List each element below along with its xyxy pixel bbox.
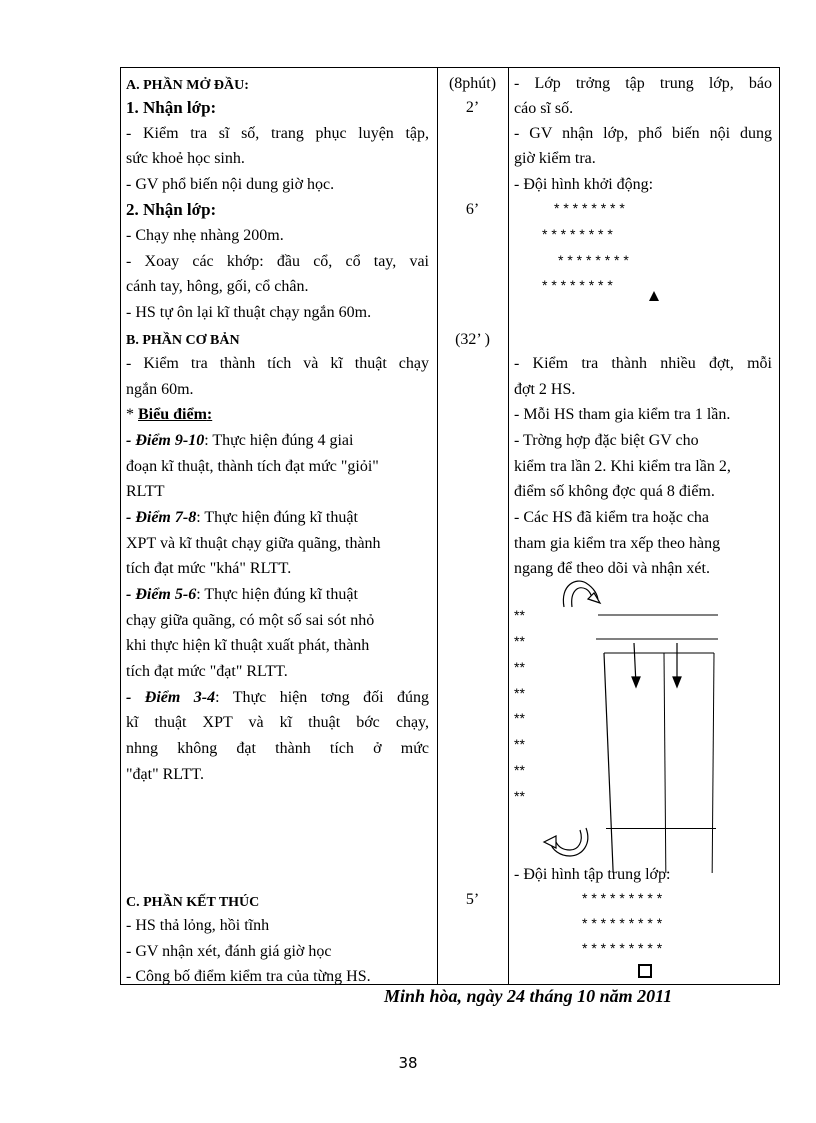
a-sub2-line1: - Chạy nhẹ nhàng 200m. bbox=[126, 227, 284, 244]
b-s1-line3: RLTT bbox=[126, 483, 165, 500]
score-label: - Điểm 9-10 bbox=[126, 432, 205, 449]
column-divider bbox=[508, 68, 509, 984]
b-score-9-10 bbox=[126, 431, 353, 451]
rotate-arrow-top-icon bbox=[563, 581, 600, 607]
c-line2: - GV nhận xét, đánh giá giờ học bbox=[126, 943, 332, 960]
track-student-row: ** bbox=[514, 659, 525, 675]
a-sub1-line1a: - Kiểm tra sĩ số, trang phục luyện tập, bbox=[126, 125, 429, 142]
b-s3-line2: chạy giữa quãng, có một số sai sót nhỏ bbox=[126, 612, 375, 629]
track-bottom-line bbox=[606, 828, 716, 829]
organization-column bbox=[514, 68, 774, 984]
r-b-line4c: ngang để theo dõi và nhận xét. bbox=[514, 560, 710, 577]
gather-row: * * * * * * * * * bbox=[582, 890, 663, 906]
r-a-line3: - Đội hình khởi động: bbox=[514, 176, 654, 193]
gather-row: * * * * * * * * * bbox=[582, 915, 663, 931]
score-text: : Thực hiện tơng đối đúng bbox=[215, 689, 430, 706]
score-label: - Điểm 7-8 bbox=[126, 509, 197, 526]
section-a-title: A. PHẦN MỞ ĐẦU: bbox=[126, 78, 249, 93]
b-s3-line4: tích đạt mức "đạt" RLTT. bbox=[126, 663, 288, 680]
c-line3: - Công bố điểm kiểm tra của từng HS. bbox=[126, 968, 371, 985]
track-student-row: ** bbox=[514, 788, 525, 804]
r-b-line1a: - Kiểm tra thành nhiều đợt, mỗi bbox=[514, 355, 772, 372]
signature-place: Minh hòa bbox=[384, 986, 458, 1006]
warmup-row: * * * * * * * * bbox=[554, 200, 625, 216]
b-score-7-8 bbox=[126, 508, 358, 528]
r-b-line1b: đợt 2 HS. bbox=[514, 381, 576, 398]
b-scoring-prefix: * bbox=[126, 406, 138, 423]
a-sub2-line2a: - Xoay các khớp: đầu cổ, cổ tay, vai bbox=[126, 253, 429, 270]
time-section-a: (8phút) bbox=[448, 75, 497, 92]
b-score-5-6 bbox=[126, 585, 358, 605]
warmup-row: * * * * * * * * bbox=[542, 277, 613, 293]
b-score-3-4 bbox=[126, 688, 429, 708]
score-label: - Điểm 5-6 bbox=[126, 586, 197, 603]
b-s4-line2: kĩ thuật XPT và kĩ thuật bớc chạy, bbox=[126, 714, 429, 731]
b-line1b: ngắn 60m. bbox=[126, 381, 194, 398]
a-sub1-line2: - GV phổ biến nội dung giờ học. bbox=[126, 176, 335, 193]
b-line1a: - Kiểm tra thành tích và kĩ thuật chạy bbox=[126, 355, 429, 372]
a-sub2-title: 2. Nhận lớp: bbox=[126, 200, 217, 219]
a-sub1-line1b: sức khoẻ học sinh. bbox=[126, 150, 245, 167]
r-a-line1a: - Lớp trởng tập trung lớp, báo bbox=[514, 75, 772, 92]
time-section-c: 5’ bbox=[465, 891, 480, 908]
lane-right bbox=[712, 653, 714, 873]
b-s3-line3: khi thực hiện kĩ thuật xuất phát, thành bbox=[126, 637, 370, 654]
track-student-row: ** bbox=[514, 633, 525, 649]
teacher-triangle-icon bbox=[648, 290, 660, 302]
score-text: : Thực hiện đúng 4 giai bbox=[204, 432, 354, 449]
teacher-square-icon bbox=[638, 964, 652, 978]
section-b-title: B. PHẦN CƠ BẢN bbox=[126, 333, 240, 348]
rotate-arrow-bottom-icon bbox=[538, 822, 598, 862]
a-sub2-line3: - HS tự ôn lại kĩ thuật chạy ngắn 60m. bbox=[126, 304, 372, 321]
b-scoring-heading bbox=[126, 405, 212, 425]
score-text: : Thực hiện đúng kĩ thuật bbox=[196, 586, 358, 603]
content-column bbox=[126, 68, 429, 984]
track-student-row: ** bbox=[514, 710, 525, 726]
b-scoring-title: Biểu điểm bbox=[138, 406, 207, 423]
r-b-line4a: - Các HS đã kiểm tra hoặc cha bbox=[514, 509, 710, 526]
b-s2-line2: XPT và kĩ thuật chạy giữa quãng, thành bbox=[126, 535, 381, 552]
track-student-row: ** bbox=[514, 685, 525, 701]
page-number: 38 bbox=[398, 1054, 418, 1072]
b-s4-line3: nhng không đạt thành tích ở mức bbox=[126, 740, 429, 757]
b-s2-line3: tích đạt mức "khá" RLTT. bbox=[126, 560, 292, 577]
time-column bbox=[437, 68, 508, 984]
r-b-line2: - Mỗi HS tham gia kiểm tra 1 lần. bbox=[514, 406, 731, 423]
time-a2: 6’ bbox=[465, 201, 480, 218]
b-scoring-suffix: : bbox=[206, 406, 213, 423]
b-s4-line4: "đạt" RLTT. bbox=[126, 766, 204, 783]
section-c-title: C. PHẦN KẾT THÚC bbox=[126, 895, 260, 910]
signature-date: , ngày 24 tháng 10 năm 2011 bbox=[457, 986, 673, 1006]
c-line1: - HS thả lỏng, hồi tĩnh bbox=[126, 917, 270, 934]
runner-arrow-icon bbox=[632, 643, 640, 687]
track-student-row: ** bbox=[514, 762, 525, 778]
time-a1: 2’ bbox=[465, 99, 480, 116]
warmup-row: * * * * * * * * bbox=[542, 226, 613, 242]
gather-row: * * * * * * * * * bbox=[582, 940, 663, 956]
r-b-line3b: kiểm tra lần 2. Khi kiểm tra lần 2, bbox=[514, 458, 731, 475]
track-student-row: ** bbox=[514, 736, 525, 752]
r-a-line2a: - GV nhận lớp, phổ biến nội dung bbox=[514, 125, 772, 142]
r-a-line1b: cáo sĩ số. bbox=[514, 100, 574, 117]
r-b-line4b: tham gia kiểm tra xếp theo hàng bbox=[514, 535, 721, 552]
runner-arrow-icon bbox=[673, 643, 681, 687]
score-label: - Điểm 3-4 bbox=[126, 689, 216, 706]
score-text: : Thực hiện đúng kĩ thuật bbox=[196, 509, 358, 526]
lane-mid bbox=[664, 653, 666, 873]
time-section-b: (32’ ) bbox=[455, 331, 490, 348]
warmup-row: * * * * * * * * bbox=[558, 252, 629, 268]
b-s1-line2: đoạn kĩ thuật, thành tích đạt mức "giỏi" bbox=[126, 458, 379, 475]
r-c-line1: - Đội hình tập trung lớp: bbox=[514, 866, 671, 883]
a-sub1-title: 1. Nhận lớp: bbox=[126, 98, 217, 117]
lane-left bbox=[604, 653, 614, 873]
a-sub2-line2b: cánh tay, hông, gối, cổ chân. bbox=[126, 278, 309, 295]
track-student-row: ** bbox=[514, 607, 525, 623]
signature-line bbox=[384, 986, 672, 1007]
r-b-line3a: - Trờng hợp đặc biệt GV cho bbox=[514, 432, 699, 449]
r-b-line3c: điểm số không đợc quá 8 điểm. bbox=[514, 483, 715, 500]
r-a-line2b: giờ kiểm tra. bbox=[514, 150, 596, 167]
lesson-table bbox=[120, 67, 780, 985]
